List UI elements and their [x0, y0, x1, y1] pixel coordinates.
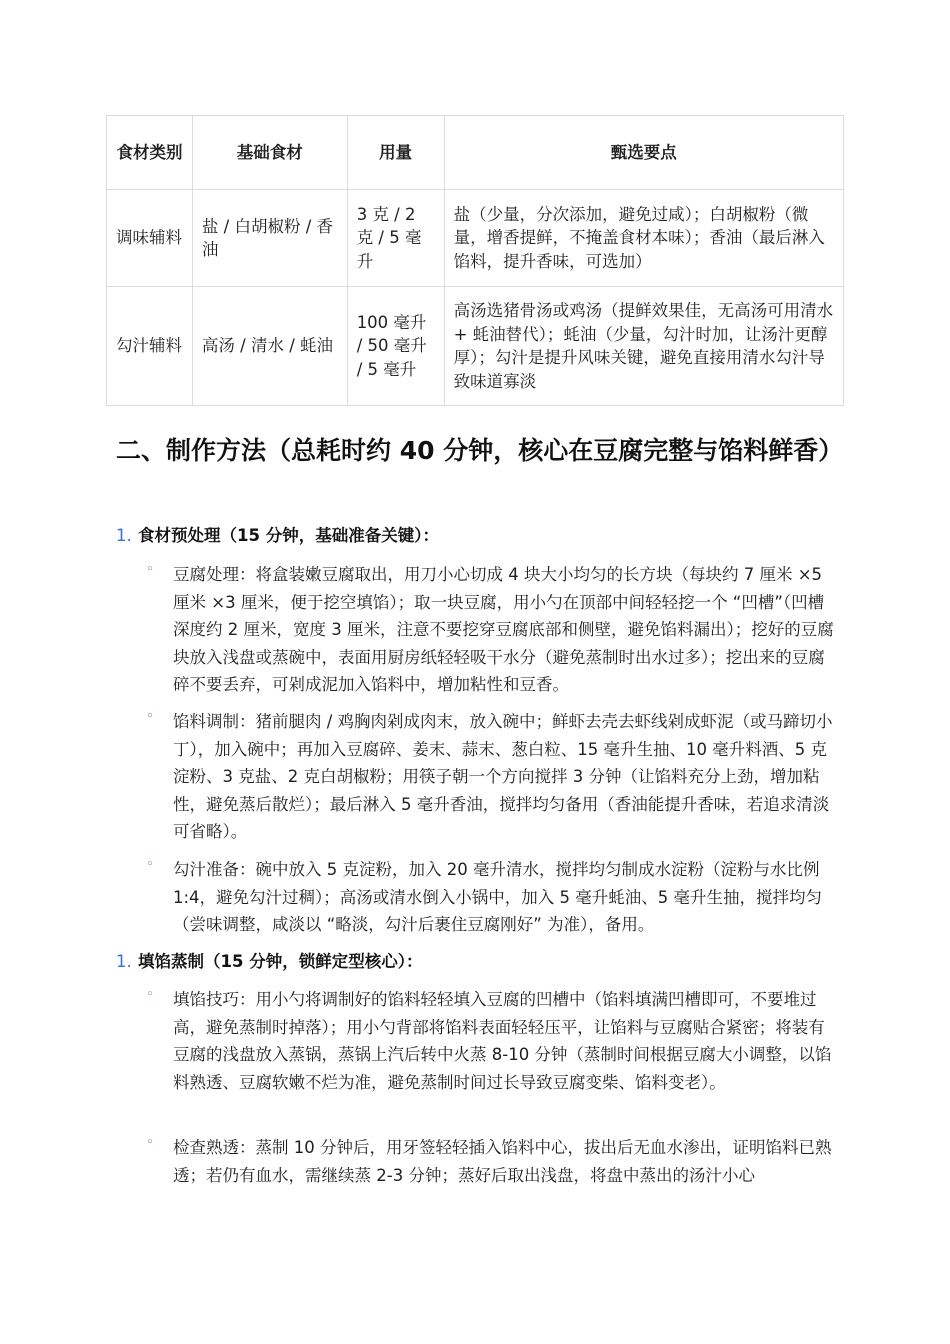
list-item [146, 561, 836, 699]
table-cell: 高汤选猪骨汤或鸡汤（提鲜效果佳，无高汤可用清水 + 蚝油替代）；蚝油（少量，勾汁时加，让汤汁更醇厚）；勾汁是提升风味关键，避免直接用清水勾汁导致味道寡淡 [444, 287, 843, 406]
header-tips: 甄选要点 [444, 116, 843, 190]
step-heading [116, 524, 836, 548]
table-cell: 高汤 / 清水 / 蚝油 [192, 287, 347, 406]
step-heading [116, 950, 836, 974]
list-item-text: 勾汁准备：碗中放入 5 克淀粉，加入 20 毫升清水，搅拌均匀制成水淀粉（淀粉与水比例 1:4，避免勾汁过稠）；高汤或清水倒入小锅中，加入 5 毫升蚝油、5 毫升生抽，搅拌均匀（尝味调整，咸淡以 “略淡，勾汁后裹住豆腐刚好” 为准），备用。 [173, 860, 823, 934]
step-number: 1. [116, 952, 132, 971]
step-title: 填馅蒸制（15 分钟，锁鲜定型核心）： [138, 952, 423, 971]
list-item-text: 馅料调制：猪前腿肉 / 鸡胸肉剁成肉末，放入碗中；鲜虾去壳去虾线剁成虾泥（或马蹄切小丁），加入碗中；再加入豆腐碎、姜末、蒜末、葱白粒、15 毫升生抽、10 毫升料酒、5 克淀粉、3 克盐、2 克白胡椒粉；用筷子朝一个方向搅拌 3 分钟（让馅料充分上劲，增加粘性，避免蒸后散烂）；最后淋入 5 毫升香油，搅拌均匀备用（香油能提升香味，若追求清淡可省略）。 [173, 712, 833, 841]
step-number: 1. [116, 526, 132, 545]
list-item-text: 填馅技巧：用小勺将调制好的馅料轻轻填入豆腐的凹槽中（馅料填满凹槽即可，不要堆过高，避免蒸制时掉落）；用小勺背部将馅料表面轻轻压平，让馅料与豆腐贴合紧密；将装有豆腐的浅盘放入蒸锅，蒸锅上汽后转中火蒸 8-10 分钟（蒸制时间根据豆腐大小调整，以馅料熟透、豆腐软嫩不烂为准，避免蒸制时间过长导致豆腐变柴、馅料变老）。 [173, 990, 832, 1092]
step-title: 食材预处理（15 分钟，基础准备关键）： [138, 526, 439, 545]
list-item-text: 豆腐处理：将盒装嫩豆腐取出，用刀小心切成 4 块大小均匀的长方块（每块约 7 厘米 ×5 厘米 ×3 厘米，便于挖空填馅）；取一块豆腐，用小勺在顶部中间轻轻挖一个 “凹槽”（凹槽深度约 2 厘米，宽度 3 厘米，注意不要挖穿豆腐底部和侧壁，避免馅料漏出）；挖好的豆腐块放入浅盘或蒸碗中，表面用厨房纸轻轻吸干水分（避免蒸制时出水过多）；挖出来的豆腐碎不要丢弃，可剁成泥加入馅料中，增加粘性和豆香。 [173, 565, 834, 694]
header-category: 食材类别 [107, 116, 193, 190]
table-cell: 盐（少量，分次添加，避免过咸）；白胡椒粉（微量，增香提鲜，不掩盖食材本味）；香油（最后淋入馅料，提升香味，可选加） [444, 190, 843, 287]
header-ingredient: 基础食材 [192, 116, 347, 190]
table-cell: 调味辅料 [107, 190, 193, 287]
table-row [107, 190, 844, 287]
table-cell: 100 毫升 / 50 毫升 / 5 毫升 [347, 287, 444, 406]
list-item [146, 856, 836, 939]
bullet-icon: ◦ [146, 562, 154, 577]
section-heading: 二、制作方法（总耗时约 40 分钟，核心在豆腐完整与馅料鲜香） [116, 436, 844, 465]
table-cell: 勾汁辅料 [107, 287, 193, 406]
bullet-icon: ◦ [146, 709, 154, 724]
table-cell: 盐 / 白胡椒粉 / 香油 [192, 190, 347, 287]
table-cell: 3 克 / 2 克 / 5 毫升 [347, 190, 444, 287]
bullet-icon: ◦ [146, 857, 154, 872]
list-item-text: 检查熟透：蒸制 10 分钟后，用牙签轻轻插入馅料中心，拔出后无血水渗出，证明馅料已熟透；若仍有血水，需继续蒸 2-3 分钟；蒸好后取出浅盘，将盘中蒸出的汤汁小心 [173, 1138, 832, 1185]
bullet-icon: ◦ [146, 1135, 154, 1150]
table-header-row [107, 116, 844, 190]
ingredients-table [106, 115, 844, 406]
bullet-icon: ◦ [146, 987, 154, 1002]
list-item [146, 1134, 836, 1189]
header-amount: 用量 [347, 116, 444, 190]
table-row [107, 287, 844, 406]
list-item [146, 986, 836, 1096]
list-item [146, 708, 836, 846]
